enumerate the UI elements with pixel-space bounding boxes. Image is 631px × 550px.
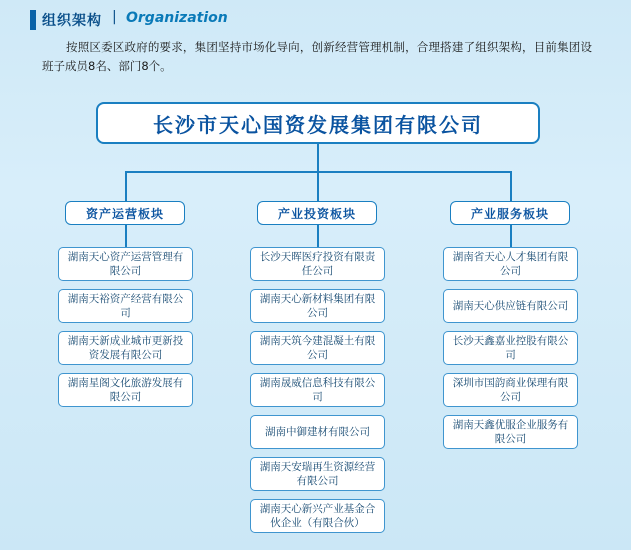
org-column-2 [250,247,385,541]
org-node-label: 湖南天裕资产经营有限公司 [67,293,184,319]
org-node-label: 湖南中御建材有限公司 [265,426,370,438]
page-title: 组织架构 [42,13,102,29]
page-header [0,8,631,34]
org-node-label: 湖南省天心人才集团有限公司 [452,251,569,277]
org-node-label: 湖南晟威信息科技有限公司 [259,377,376,403]
org-node [443,415,578,449]
org-node-label: 湖南天新成业城市更新投资发展有限公司 [67,335,184,361]
org-node [58,331,193,365]
org-node [443,331,578,365]
org-node [443,289,578,323]
connector-drop-col1 [125,171,127,201]
org-node-label: 湖南天心新兴产业基金合伙企业（有限合伙） [259,503,376,529]
org-node [250,457,385,491]
page-title-english: Organization [126,10,228,26]
org-node [250,499,385,533]
org-column-3 [443,247,578,457]
org-node-label: 湖南天安瑞再生资源经营有限公司 [259,461,376,487]
org-node-label: 湖南天鑫优服企业服务有限公司 [452,419,569,445]
org-node-label: 深圳市国韵商业保理有限公司 [452,377,569,403]
connector-stem-col1 [125,225,127,247]
org-node [250,247,385,281]
connector-drop-col2 [317,171,319,201]
org-root-node [96,102,540,144]
org-node [443,247,578,281]
org-root-label: 长沙市天心国资发展集团有限公司 [153,112,483,137]
org-node [250,373,385,407]
org-node-label: 湖南天心供应链有限公司 [452,300,569,312]
org-column-1 [58,247,193,415]
category-label-3: 产业服务板块 [470,206,549,221]
header-separator: | [112,9,117,25]
category-node-2 [257,201,377,225]
org-node [58,373,193,407]
org-node [58,247,193,281]
org-node [443,373,578,407]
header-accent-bar [30,10,36,30]
category-label-2: 产业投资板块 [277,206,356,221]
connector-stem-col2 [317,225,319,247]
org-node [250,415,385,449]
org-node [58,289,193,323]
category-label-1: 资产运营板块 [85,206,164,221]
connector-root-stem [317,144,319,172]
org-node [250,331,385,365]
org-node-label: 长沙天鑫嘉业控股有限公司 [452,335,569,361]
connector-stem-col3 [510,225,512,247]
category-node-1 [65,201,185,225]
connector-drop-col3 [510,171,512,201]
org-node-label: 长沙天晖医疗投资有限责任公司 [259,251,376,277]
org-node-label: 湖南星阁文化旅游发展有限公司 [67,377,184,403]
org-node-label: 湖南天心资产运营管理有限公司 [67,251,184,277]
intro-paragraph: 按照区委区政府的要求，集团坚持市场化导向，创新经营管理机制，合理搭建了组织架构，目前集团设班子成员8名、部门8个。 [42,40,592,73]
category-node-3 [450,201,570,225]
org-node [250,289,385,323]
org-node-label: 湖南天筑今建混凝土有限公司 [259,335,376,361]
org-node-label: 湖南天心新材料集团有限公司 [259,293,376,319]
